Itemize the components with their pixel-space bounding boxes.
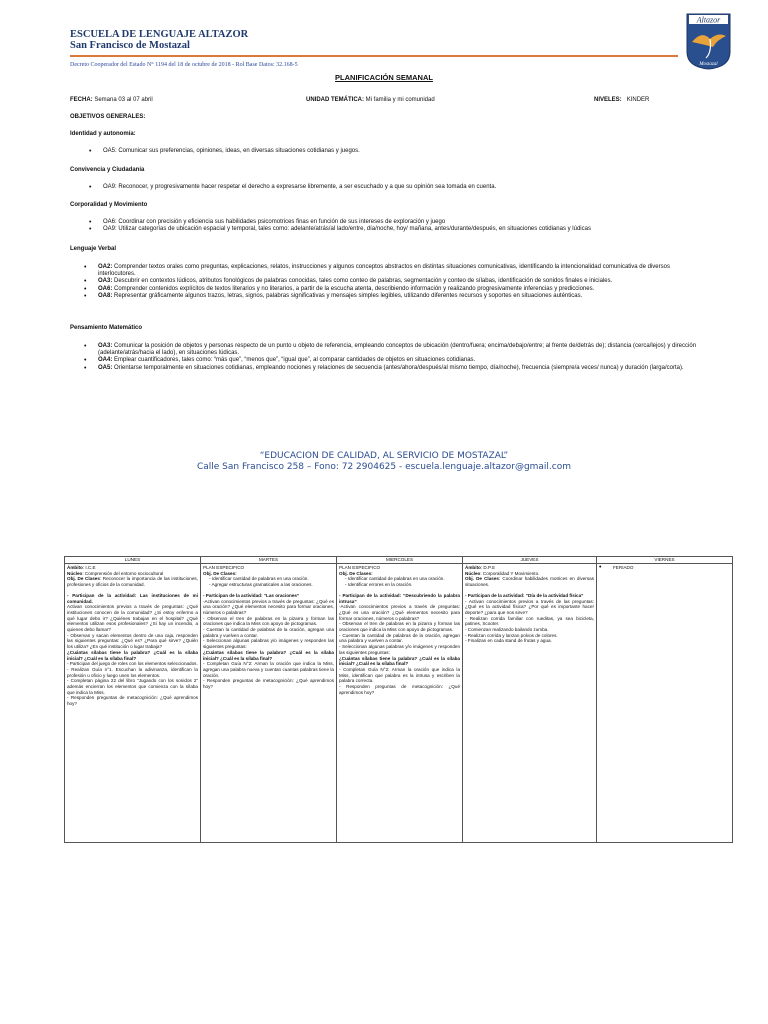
convivencia-list [103, 184, 723, 191]
column-header: MARTES [201, 557, 337, 564]
niveles-label: NIVELES: [594, 97, 622, 103]
fecha-field [70, 97, 153, 104]
niveles-value: KINDER [626, 97, 650, 103]
fecha-value: Semana 03 al 07 abril [94, 97, 153, 103]
column-header: MIERCOLES [337, 557, 463, 564]
cell-lunes: Ámbito: I.C.E Núcleo: Comprensión del entorno sociocultural Obj. De Clases: Reconocer la importancia de las instituciones, profesiones y oficios de la comunidad. - Participan de la actividad: Las instituciones de mi comunidad. Activan conocimientos previos a través de preguntas: ¿Qué instituciones conocen de la comunidad? ¿Si estoy enfermo a qué lugar debo ir? ¿Quiénes trabajan en el hospital? ¿Qué elementos utilizan esos profesionales? ¿Si hay un incendio, a quienes debo llamar? - Observan y sacan elementos dentro de una caja, responden las siguientes preguntas: ¿Qué es? ¿Para qué sirve? ¿Quién los utiliza? ¿En qué institución o lugar trabaja? ¿Cuántas sílabas tiene la palabra? ¿Cuál es la sílaba inicial? ¿Cuál es la sílaba final? - Participan del juego de roles con los elementos seleccionados. - Realizan Guía n°1. Escuchan la adivinanza, identifican la profesión u oficio y luego unen los elementos. - Completan página 22 del libro “Jugando con los sonidos 2” además encierran los elementos que comienza con la sílaba que indica la Miss. - Responden preguntas de metacognición: ¿Qué aprendimos hoy? [65, 564, 201, 843]
corporalidad-list [103, 219, 743, 233]
page-title [0, 73, 768, 82]
logo-bottom-text: Mostazal [699, 62, 718, 67]
list-item: • OA3: Comunicar la posición de objetos y personas respecto de un punto u objeto de referencia, empleando conceptos de ubicación (dentro/fuera; encima/debajo/entre; al frente de/detrás de); distancia (cerca/lejos) y dirección (adelante/atrás/hacia el lado), en situaciones lúdicas. [98, 343, 698, 357]
column-header: LUNES [65, 557, 201, 564]
footer-motto [0, 451, 768, 473]
column-header: VIERNES [597, 557, 733, 564]
header-rule [70, 55, 678, 57]
section-pensamiento-title: Pensamiento Matemático [70, 325, 143, 331]
list-item: • OA6: Coordinar con precisión y eficiencia sus habilidades psicomotrices finas en función de sus intereses de exploración y juego [103, 219, 743, 226]
objetivos-heading: OBJETIVOS GENERALES: [70, 114, 146, 120]
list-item: • OA9: Utilizar categorías de ubicación espacial y temporal, tales como: adelante/atrás/al lado/entre, día/noche, hoy/ mañana, antes/durante/después, en situaciones cotidianas y lúdicas [103, 226, 743, 233]
viernes-list [599, 565, 730, 571]
list-item: • FERIADO [613, 565, 730, 571]
school-city: San Francisco de Mostazal [70, 40, 190, 51]
table-header-row [65, 557, 733, 564]
section-corporalidad-title: Corporalidad y Movimiento [70, 202, 148, 208]
cell-martes: PLAN ESPECIFICO Obj. De Clases: - Identificar cantidad de palabras en una oración. - Agregar estructuras gramaticales a las oraciones. - Participan de la actividad: “Las oraciones” -Activan conocimientos previos a través de preguntas: ¿Qué es una oración? ¿Qué elementos necesito para formar oraciones, números o palabras? - Observan el tren de palabras en la pizarra y forman las oraciones que indica la Miss con apoyo de pictogramas. - Cuentan la cantidad de palabras de la oración, agregan una palabra y vuelven a contar. - Seleccionan algunas palabras y/o imágenes y responden las siguientes preguntas: ¿Cuántas sílabas tiene la palabra? ¿Cuál es la sílaba inicial? ¿Cuál es la sílaba final? - Completan Guía N°2: Arman la oración que indica la Miss, agregan una palabra nueva y cuentan cuantas palabras tiene la oración. - Responden preguntas de metacognición: ¿Qué aprendimos hoy? [201, 564, 337, 843]
identidad-list [103, 148, 723, 155]
unidad-value: Mi familia y mi comunidad [365, 97, 435, 103]
list-item: • OA6: Comprender contenidos explícitos de textos literarios y no literarios, a partir de la escucha atenta, describiendo información y realizando progresivamente inferencias y predicciones. [98, 286, 698, 293]
list-item: • OA4: Emplear cuantificadores, tales como: “más que”, “menos que”, “igual que”, al comparar cantidades de objetos en situaciones cotidianas. [98, 357, 698, 364]
cell-miercoles: PLAN ESPECIFICO Obj. De Clases: - Identificar cantidad de palabras en una oración. - Identificar errores en la oración. - Participan de la actividad: “Descubriendo la palabra intrusa” -Activan conocimientos previos a través de preguntas: ¿Qué es una oración? ¿Qué elementos necesito para formar oraciones, números o palabras? - Observan el tren de palabras en la pizarra y forman las oraciones que indica la Miss con apoyo de pictogramas. - Cuentan la cantidad de palabras de la oración, agregan una palabra y vuelven a contar. - Seleccionan algunas palabras y/o imágenes y responden las siguientes preguntas: ¿Cuántas sílabas tiene la palabra? ¿Cuál es la sílaba inicial? ¿Cuál es la sílaba final? - Completan Guía N°2: Arman la oración que indica la Miss, identifican que palabra es la intrusa y escriben la palabra correcta. - Responden preguntas de metacognición: ¿Qué aprendimos hoy? [337, 564, 463, 843]
list-item: • OA5: Orientarse temporalmente en situaciones cotidianas, empleando nociones y relaciones de secuencia (antes/ahora/después/al mismo tiempo, día/noche), frecuencia (siempre/a veces/ nunca) y duración (larga/corta). [98, 365, 698, 372]
logo-top-text: Altazor [696, 15, 721, 25]
fecha-label: FECHA: [70, 97, 93, 103]
list-item: • OA8: Representar gráficamente algunos trazos, letras, signos, palabras significativas y mensajes simples legibles, utilizando diferentes recursos y soportes en situaciones auténticas. [98, 293, 698, 300]
section-convivencia-title: Convivencia y Ciudadanía [70, 167, 145, 173]
cell-viernes [597, 564, 733, 843]
motto-text: “EDUCACION DE CALIDAD, AL SERVICIO DE MOSTAZAL” [259, 451, 509, 461]
list-item: • OA5: Comunicar sus preferencias, opiniones, ideas, en diversas situaciones cotidianas y juegos. [103, 148, 723, 155]
cell-jueves: Ámbito: D.P.S Núcleo: Corporalidad Y Movimiento. Obj. De Clases: Coordinar habilidades motrices en diversas situaciones. - Participan de la actividad: “Día de la actividad física” - Activan conocimientos previos a través de las preguntas: ¿Qué es la actividad física? ¿Por qué es importante hacer deporte? ¿para que nos sirve? - Realizan corrida familiar con rueditas, ya sea bicicleta, patines, Scooter. - Comienzan realizando bailando zumba. - Realizan corrida y lanzan polvos de colores. - Finalizan en cada stand de frutas y agua. [463, 564, 597, 843]
pensamiento-list [98, 343, 698, 372]
list-item: • OA2: Comprender textos orales como preguntas, explicaciones, relatos, instrucciones y algunos conceptos abstractos en distintas situaciones comunicativas, identificando la intencionalidad comunicativa de diversos interlocutores. [98, 264, 698, 278]
list-item: • OA9: Reconocer, y progresivamente hacer respetar el derecho a expresarse libremente, a ser escuchado y a que su opinión sea tomada en cuenta. [103, 184, 723, 191]
unidad-field [306, 97, 435, 104]
decree-line: Decreto Cooperador del Estado N° 1194 del 18 de octubre de 2018 - Rol Base Datos: 32.168-5 [70, 62, 298, 68]
section-identidad-title: Identidad y autonomía: [70, 131, 136, 137]
contact-text: Calle San Francisco 258 – Fono: 72 2904625 - escuela.lenguaje.altazor@gmail.com [196, 462, 572, 472]
niveles-field [594, 97, 649, 104]
section-lenguaje-title: Lenguaje Verbal [70, 246, 117, 252]
school-logo [684, 12, 733, 70]
page-title-text: PLANIFICACIÓN SEMANAL [335, 73, 433, 82]
school-header [70, 29, 248, 51]
unidad-label: UNIDAD TEMÁTICA: [306, 97, 364, 103]
list-item: • OA3: Descubrir en contextos lúdicos, atributos fonológicos de palabras conocidas, tales como conteo de palabras, segmentación y conteo de sílabas, identificación de sonidos finales e iniciales. [98, 278, 698, 285]
lenguaje-list [98, 264, 698, 300]
column-header: JUEVES [463, 557, 597, 564]
weekly-plan-table [64, 556, 733, 843]
school-name: ESCUELA DE LENGUAJE ALTAZOR [70, 29, 249, 40]
table-row [65, 564, 733, 843]
